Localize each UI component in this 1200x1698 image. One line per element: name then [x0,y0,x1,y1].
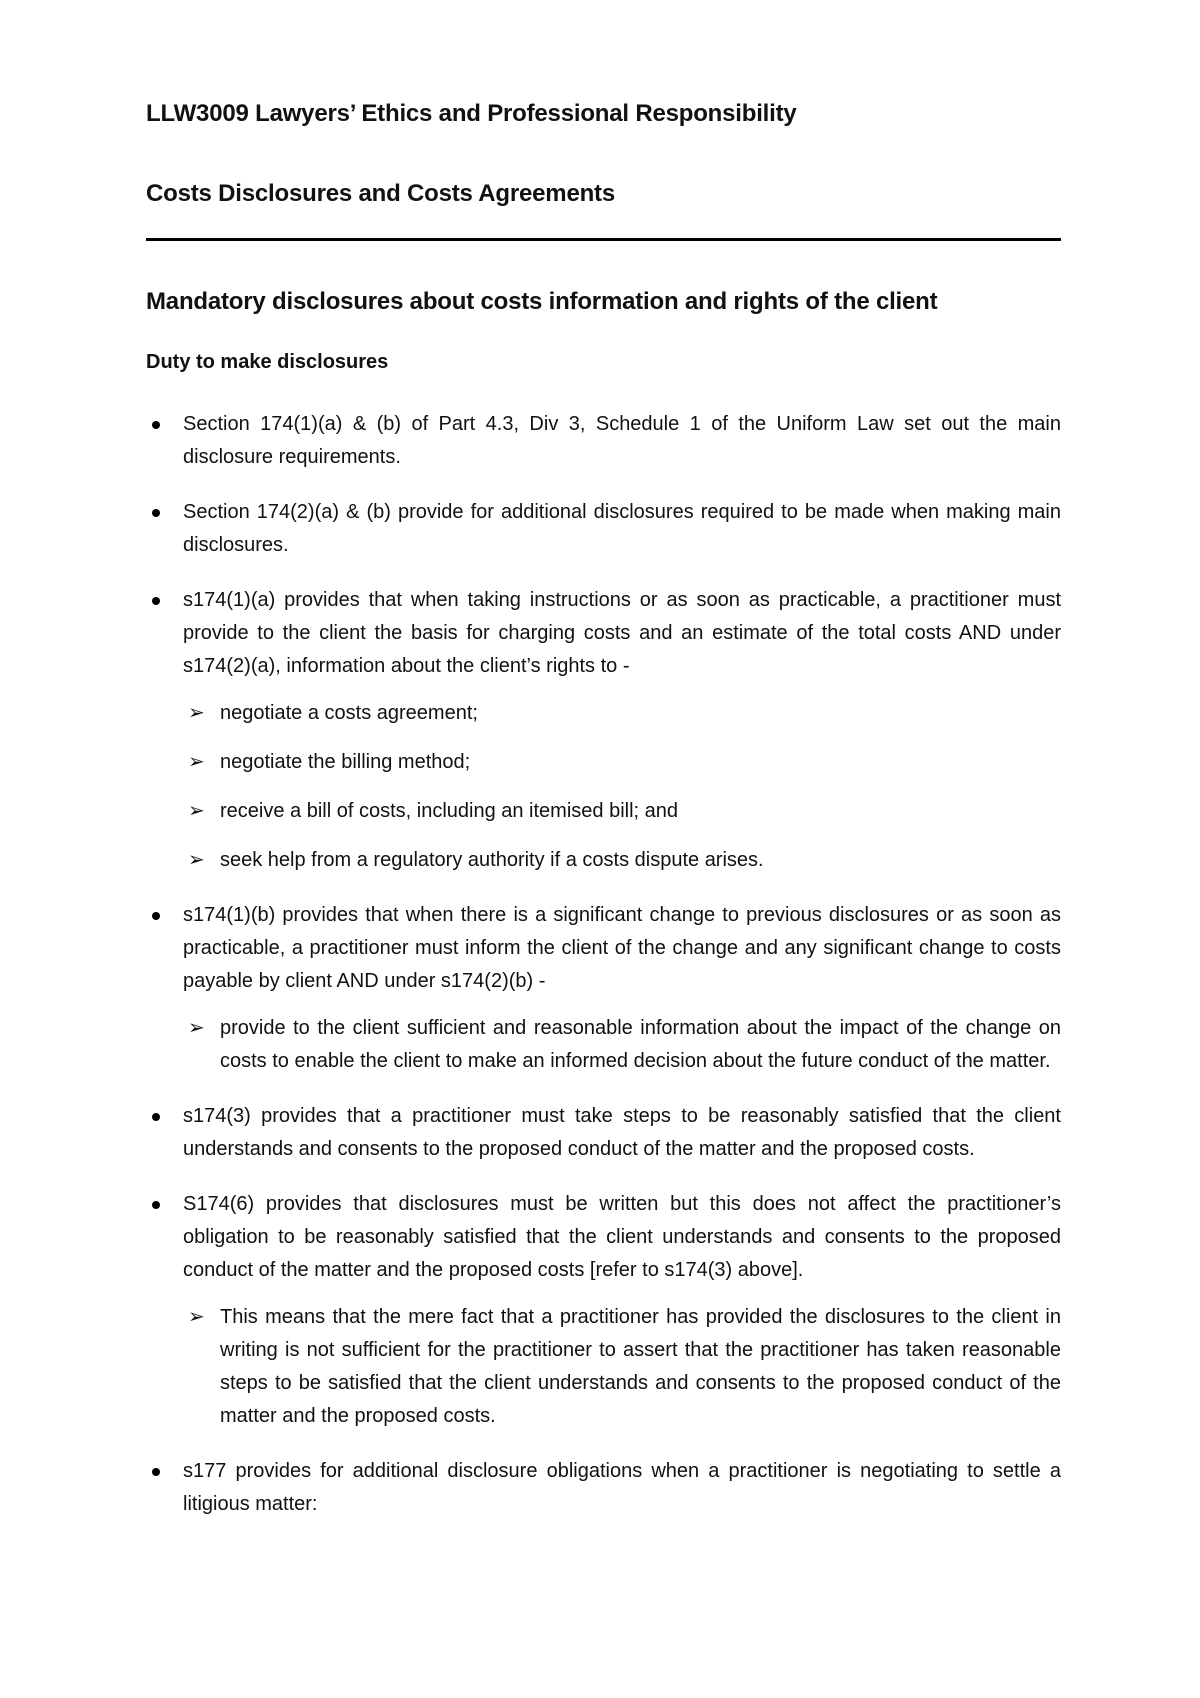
bullet-dot-icon [152,597,160,605]
list-item [146,1188,1061,1433]
sub-list-item-text: receive a bill of costs, including an itemised bill; and [220,800,679,822]
list-item [146,899,1061,1078]
bullet-dot-icon [152,912,160,920]
sub-list [183,1301,1061,1433]
sub-list-item-text: negotiate the billing method; [220,751,471,773]
sub-list-item-text: This means that the mere fact that a practitioner has provided the disclosures to the client in writing is not sufficient for the practitioner to assert that the practitioner has taken reasonable steps to be satisfied that the client understands and consents to the proposed conduct of the matter and the proposed costs. [220,1306,1061,1427]
list-item-text: s174(1)(b) provides that when there is a significant change to previous disclosures or as soon as practicable, a practitioner must inform the client of the change and any significant change to costs payable by client AND under s174(2)(b) - [183,904,1061,992]
list-item [146,496,1061,562]
list-item-text: s174(3) provides that a practitioner must take steps to be reasonably satisfied that the client understands and consents to the proposed conduct of the matter and the proposed costs. [183,1105,1061,1160]
arrowhead-bullet-icon: ➢ [188,702,205,724]
bullet-list [146,408,1061,1521]
sub-list-item [183,746,1061,779]
sub-list-item [183,697,1061,730]
sub-heading: Duty to make disclosures [146,351,389,373]
list-item [146,408,1061,474]
list-item-text: s177 provides for additional disclosure obligations when a practitioner is negotiating to settle a litigious matter: [183,1460,1061,1515]
bullet-dot-icon [152,1468,160,1476]
sub-list-item [183,1301,1061,1433]
arrowhead-bullet-icon: ➢ [188,1017,205,1039]
document-title: LLW3009 Lawyers’ Ethics and Professional Responsibility [146,100,797,127]
arrowhead-bullet-icon: ➢ [188,849,205,871]
list-item-text: Section 174(1)(a) & (b) of Part 4.3, Div 3, Schedule 1 of the Uniform Law set out the main disclosure requirements. [183,413,1061,468]
document-subtitle: Costs Disclosures and Costs Agreements [146,180,615,207]
document-body [146,408,1061,1543]
section-heading: Mandatory disclosures about costs information and rights of the client [146,288,938,315]
list-item-text: s174(1)(a) provides that when taking instructions or as soon as practicable, a practitioner must provide to the client the basis for charging costs and an estimate of the total costs AND under s174(2)(a), information about the client’s rights to - [183,589,1061,677]
sub-list-item [183,1012,1061,1078]
sub-list [183,697,1061,877]
list-item [146,584,1061,877]
bullet-dot-icon [152,509,160,517]
sub-list-item [183,795,1061,828]
arrowhead-bullet-icon: ➢ [188,1306,205,1328]
bullet-dot-icon [152,421,160,429]
sub-list-item-text: provide to the client sufficient and reasonable information about the impact of the change on costs to enable the client to make an informed decision about the future conduct of the matter. [220,1017,1061,1072]
arrowhead-bullet-icon: ➢ [188,800,205,822]
arrowhead-bullet-icon: ➢ [188,751,205,773]
bullet-dot-icon [152,1113,160,1121]
list-item [146,1455,1061,1521]
bullet-dot-icon [152,1201,160,1209]
sub-list-item [183,844,1061,877]
sub-list-item-text: negotiate a costs agreement; [220,702,478,724]
horizontal-rule [146,238,1061,241]
sub-list [183,1012,1061,1078]
list-item-text: S174(6) provides that disclosures must be written but this does not affect the practitioner’s obligation to be reasonably satisfied that the client understands and consents to the proposed conduct of the matter and the proposed costs [refer to s174(3) above]. [183,1193,1061,1281]
list-item-text: Section 174(2)(a) & (b) provide for additional disclosures required to be made when making main disclosures. [183,501,1061,556]
list-item [146,1100,1061,1166]
sub-list-item-text: seek help from a regulatory authority if a costs dispute arises. [220,849,764,871]
